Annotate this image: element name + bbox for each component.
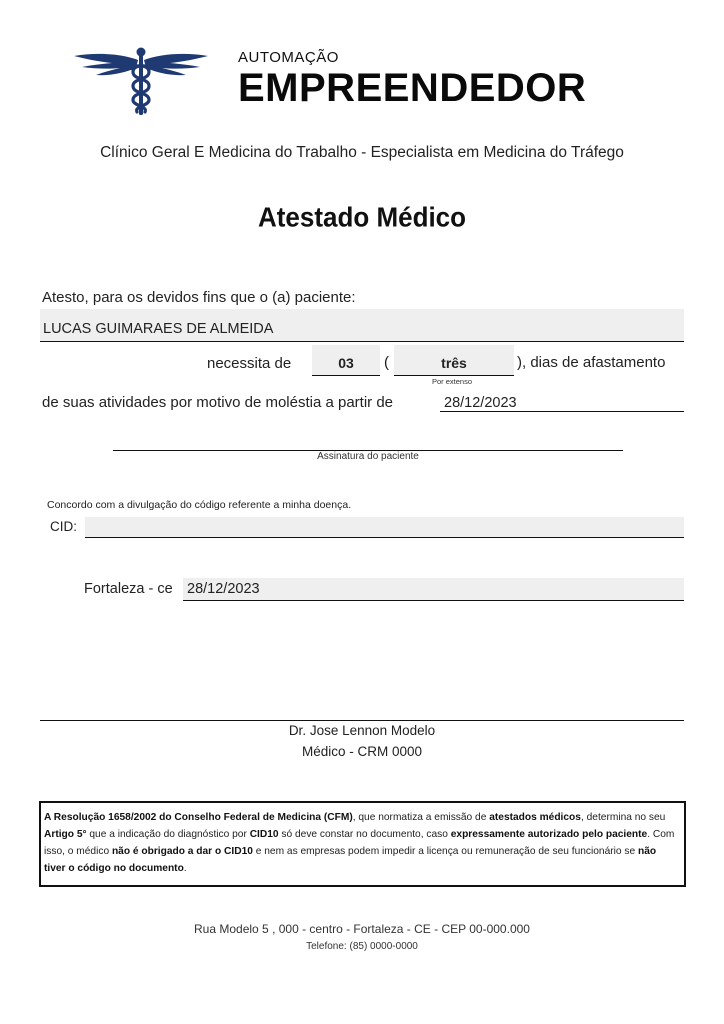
document-title: Atestado Médico <box>257 201 467 233</box>
paren-open: ( <box>384 354 389 371</box>
days-suffix-text: ), dias de afastamento <box>517 354 666 371</box>
doctor-name: Dr. Jose Lennon Modelo <box>288 723 436 738</box>
brand-small-text: AUTOMAÇÃO <box>238 49 339 66</box>
notice-text: , que normatiza a emissão de <box>352 812 490 823</box>
notice-text: . <box>183 863 187 874</box>
notice-bold-nao-tiver: não tiver o código no documento <box>44 846 657 874</box>
notice-bold-cid10: CID10 <box>249 829 279 840</box>
notice-bold-resolution: A Resolução 1658/2002 do Conselho Federal de Medicina (CFM) <box>44 812 353 823</box>
notice-bold-artigo: Artigo 5° <box>44 829 87 840</box>
days-word-value: três <box>441 355 467 371</box>
patient-signature-label: Assinatura do paciente <box>317 451 419 462</box>
start-date-field[interactable] <box>440 411 684 412</box>
notice-text: , determina no seu <box>580 812 666 823</box>
notice-text: . Com isso, o médico <box>44 829 675 857</box>
intro-text: Atesto, para os devidos fins que o (a) paciente: <box>42 289 356 306</box>
cid-field[interactable] <box>85 517 684 538</box>
notice-text: que a indicação do diagnóstico por <box>86 829 250 840</box>
days-number-value: 03 <box>338 355 354 371</box>
notice-bold-autorizado: expressamente autorizado pelo paciente <box>450 829 648 840</box>
patient-name-value: LUCAS GUIMARAES DE ALMEIDA <box>43 321 274 337</box>
extenso-label: Por extenso <box>431 377 473 386</box>
cfm-notice-box <box>39 801 686 887</box>
start-date-value: 28/12/2023 <box>444 395 517 411</box>
consent-text: Concordo com a divulgação do código referente a minha doença. <box>47 499 352 511</box>
need-label: necessita de <box>207 355 292 372</box>
brand-name: EMPREENDEDOR <box>238 66 587 110</box>
activities-label: de suas atividades por motivo de moléstia a partir de <box>42 394 394 411</box>
city-label: Fortaleza - ce <box>84 581 173 597</box>
footer-address: Rua Modelo 5 , 000 - centro - Fortaleza - CE - CEP 00-000.000 <box>194 922 530 936</box>
notice-bold-nao-obrigado: não é obrigado a dar o CID10 <box>111 846 253 857</box>
doctor-crm: Médico - CRM 0000 <box>301 744 423 759</box>
footer-phone: Telefone: (85) 0000-0000 <box>306 941 418 952</box>
notice-text: e nem as empresas podem impedir a licença ou remuneração de seu funcionário se <box>252 846 638 857</box>
doctor-signature-line <box>40 720 684 721</box>
issue-date-value: 28/12/2023 <box>187 581 260 597</box>
specialty-subtitle: Clínico Geral E Medicina do Trabalho - Especialista em Medicina do Tráfego <box>100 144 624 161</box>
notice-bold-atestados: atestados médicos <box>489 812 581 823</box>
cid-label: CID: <box>50 519 77 534</box>
notice-text: só deve constar no documento, caso <box>278 829 451 840</box>
caduceus-icon <box>72 46 210 116</box>
